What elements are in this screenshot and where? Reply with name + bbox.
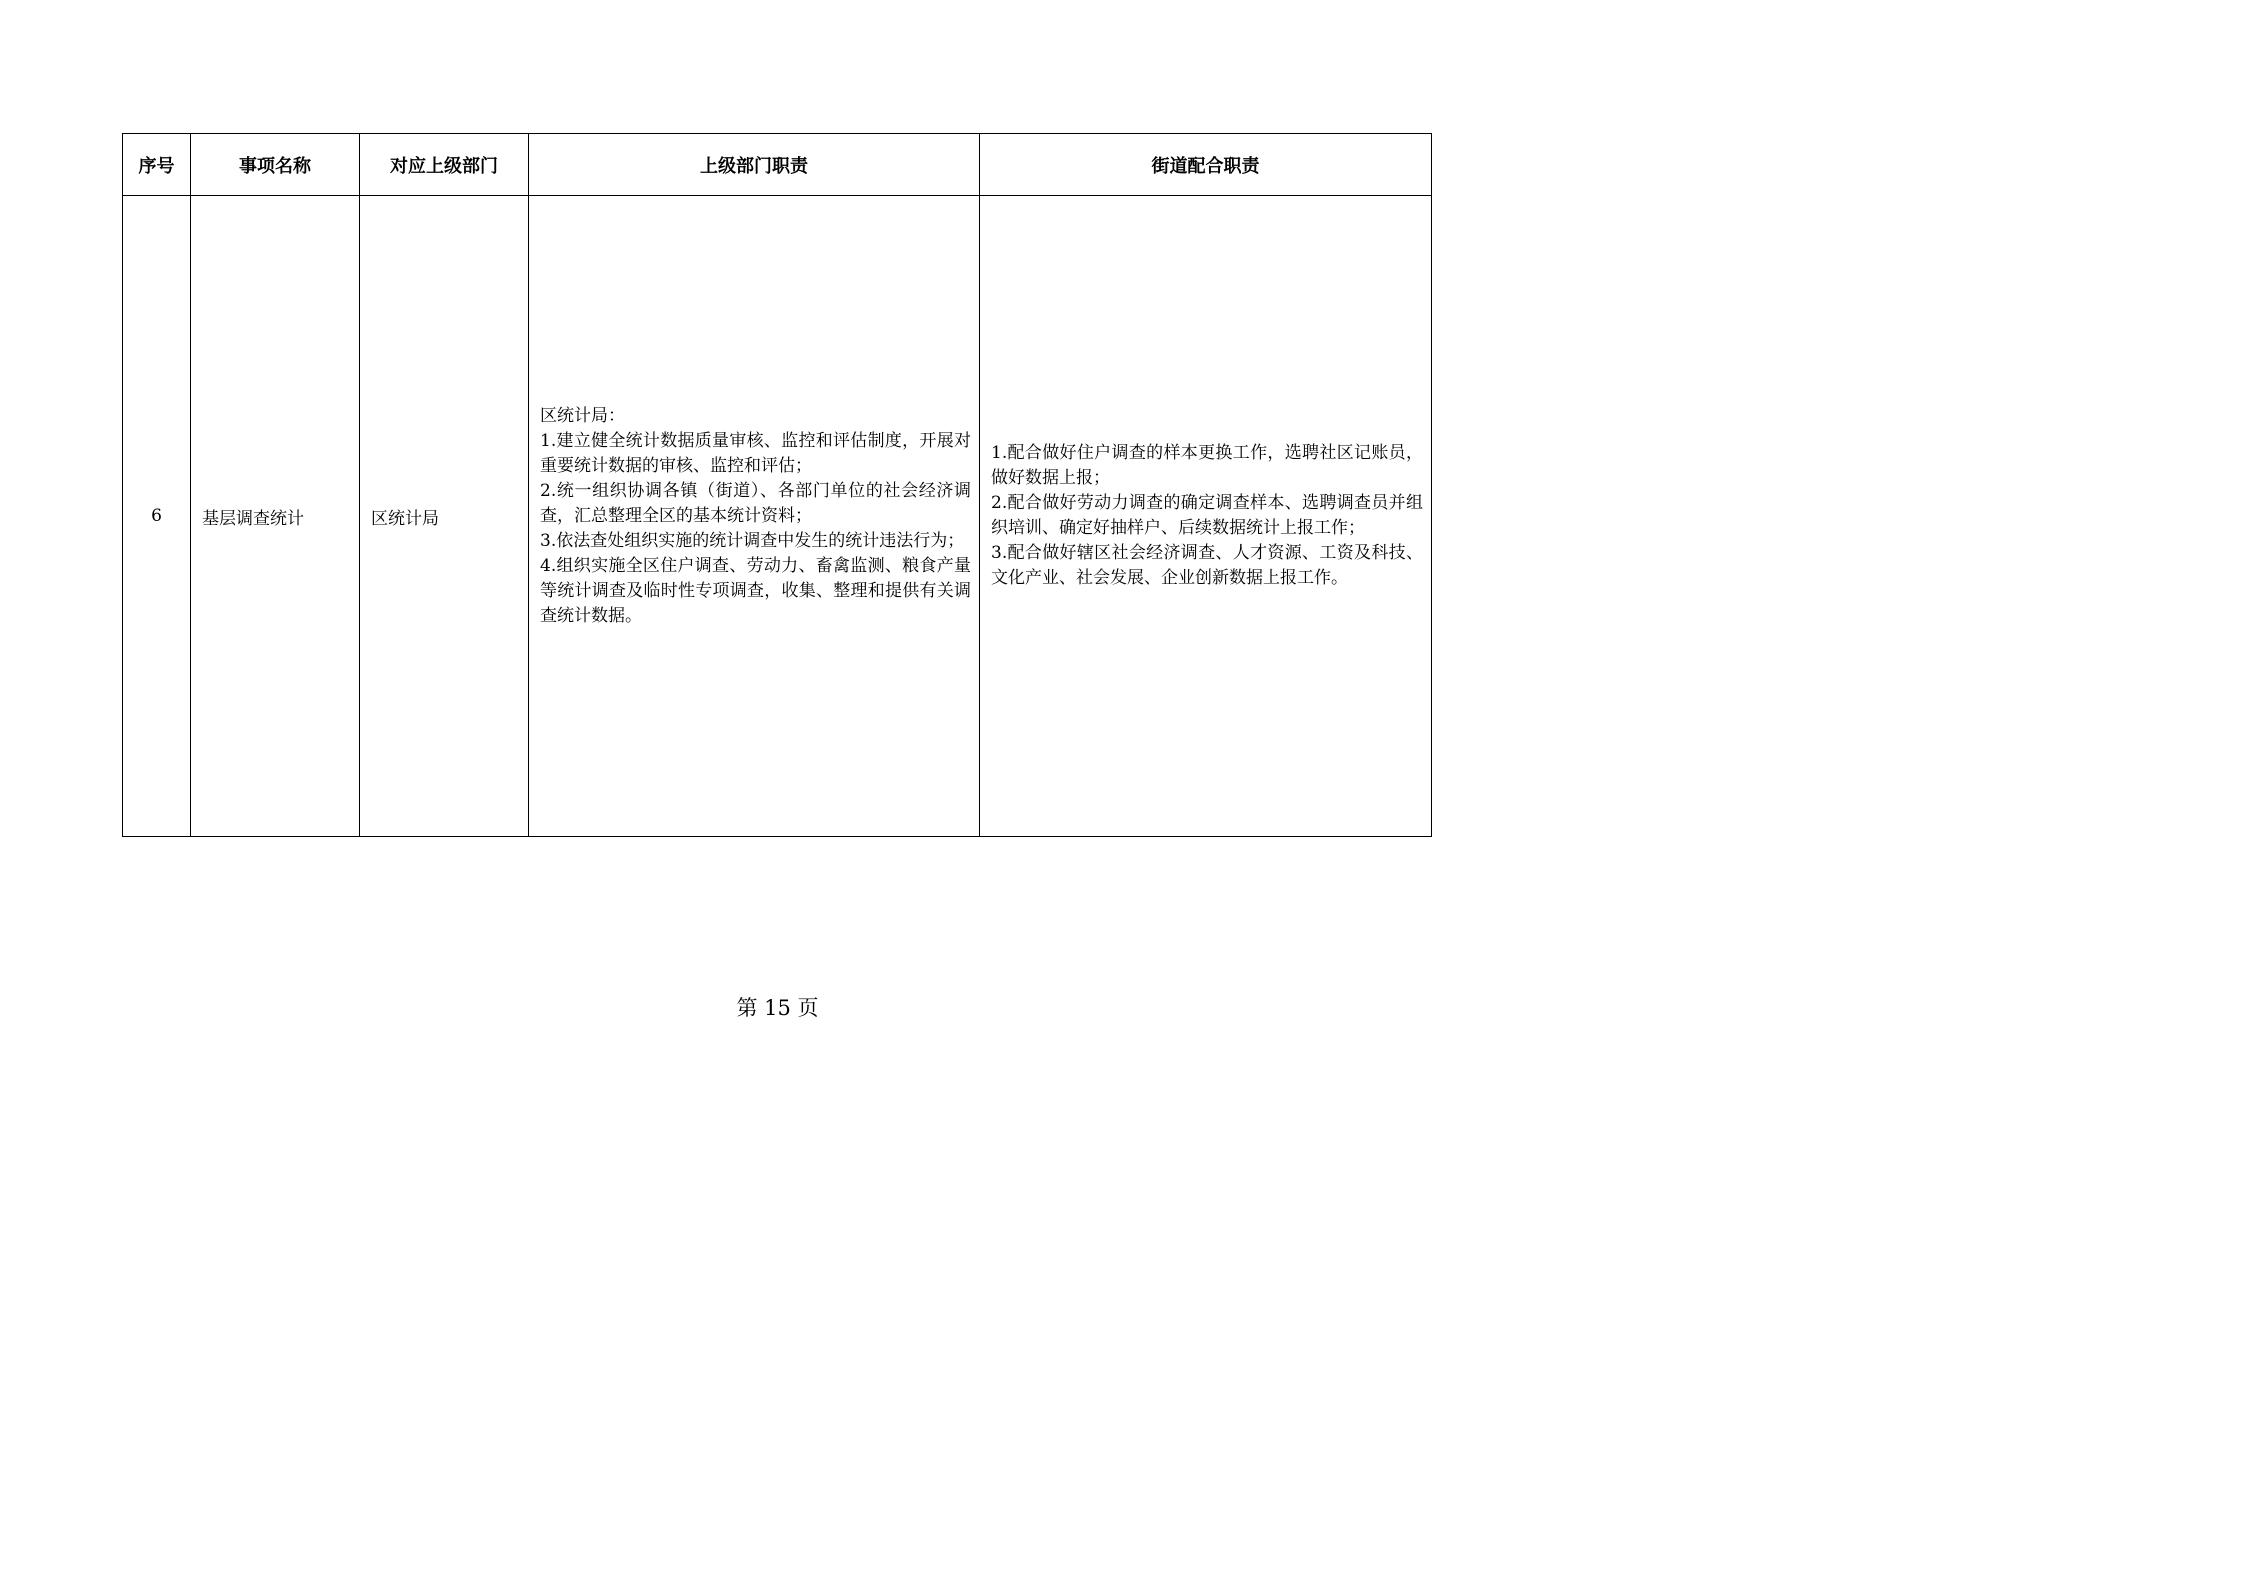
- table-row: [123, 196, 1432, 837]
- header-superior-duties: 上级部门职责: [529, 134, 980, 196]
- header-seq: 序号: [123, 134, 191, 196]
- header-item-name: 事项名称: [191, 134, 360, 196]
- cell-item-name: 基层调查统计: [191, 196, 360, 837]
- superior-duty-item: 1.建立健全统计数据质量审核、监控和评估制度，开展对重要统计数据的审核、监控和评估；: [540, 430, 971, 476]
- page-number: 第 15 页: [736, 996, 819, 1020]
- street-duty-item: 1.配合做好住户调查的样本更换工作，选聘社区记账员，做好数据上报；: [991, 443, 1423, 488]
- street-duty-item: 2.配合做好劳动力调查的确定调查样本、选聘调查员并组织培训、确定好抽样户、后续数据统计上报工作；: [991, 493, 1423, 538]
- superior-duty-item: 2.统一组织协调各镇（街道）、各部门单位的社会经济调查，汇总整理全区的基本统计资料；: [540, 480, 971, 526]
- table-body: [123, 196, 1432, 837]
- duty-table: [122, 133, 1432, 837]
- header-street-duties: 街道配合职责: [980, 134, 1432, 196]
- table-header: [123, 134, 1432, 196]
- cell-street-duties: [980, 196, 1432, 837]
- superior-duty-item: 4.组织实施全区住户调查、劳动力、畜禽监测、粮食产量等统计调查及临时性专项调查，收集、整理和提供有关调查统计数据。: [540, 555, 971, 626]
- cell-superior-duties: [529, 196, 980, 837]
- cell-seq: 6: [123, 196, 191, 837]
- street-duty-item: 3.配合做好辖区社会经济调查、人才资源、工资及科技、文化产业、社会发展、企业创新数据上报工作。: [991, 543, 1423, 588]
- superior-duty-item: 3.依法查处组织实施的统计调查中发生的统计违法行为；: [540, 530, 965, 551]
- header-row: [123, 134, 1432, 196]
- superior-duty-heading: 区统计局：: [540, 405, 625, 426]
- header-superior-dept: 对应上级部门: [360, 134, 529, 196]
- cell-superior-dept: 区统计局: [360, 196, 529, 837]
